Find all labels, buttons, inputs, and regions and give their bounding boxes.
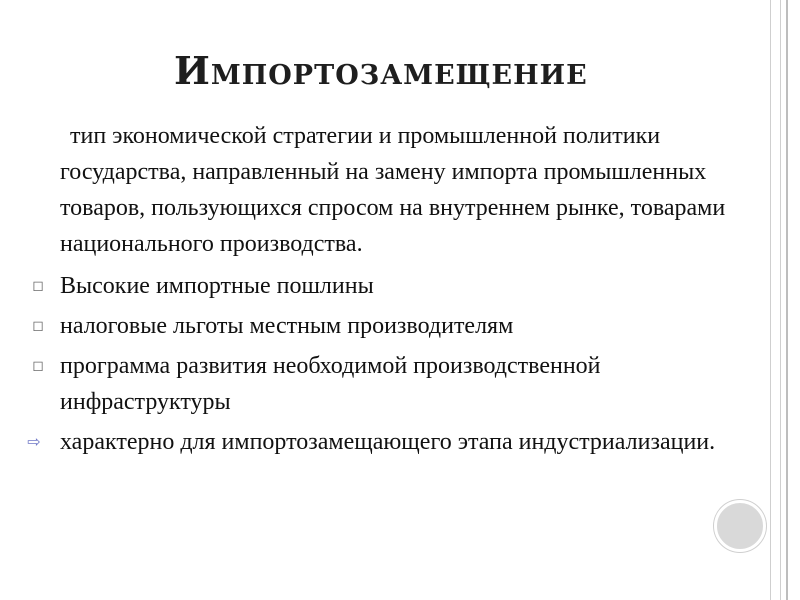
bullet-item (28, 268, 766, 304)
square-bullet-icon: ◻ (32, 358, 44, 374)
square-bullet-icon: ◻ (32, 278, 44, 294)
bullet-text: характерно для импортозамещающего этапа индустриализации. (60, 429, 716, 455)
bullet-text: программа развития необходимой производственной инфраструктуры (60, 353, 601, 415)
intro-paragraph: тип экономической стратегии и промышленной политики государства, направленный на замену импорта промышленных товаров, пользующихся спросом на внутреннем рынке, товарами национального производства. (60, 123, 726, 257)
decorative-line (786, 0, 788, 600)
slide-body (28, 118, 766, 464)
bullet-text: Высокие импортные пошлины (60, 273, 374, 299)
slide-title: Импортозамещение (174, 48, 588, 93)
arrow-bullet-icon: ⇨ (27, 432, 41, 451)
bullet-text: налоговые льготы местным производителям (60, 313, 514, 339)
decorative-line (770, 0, 771, 600)
decorative-circle-icon (714, 500, 766, 552)
bullet-item (28, 308, 766, 344)
bullet-item (28, 348, 766, 420)
decorative-line (780, 0, 781, 600)
square-bullet-icon: ◻ (32, 318, 44, 334)
bullet-item (28, 424, 766, 460)
